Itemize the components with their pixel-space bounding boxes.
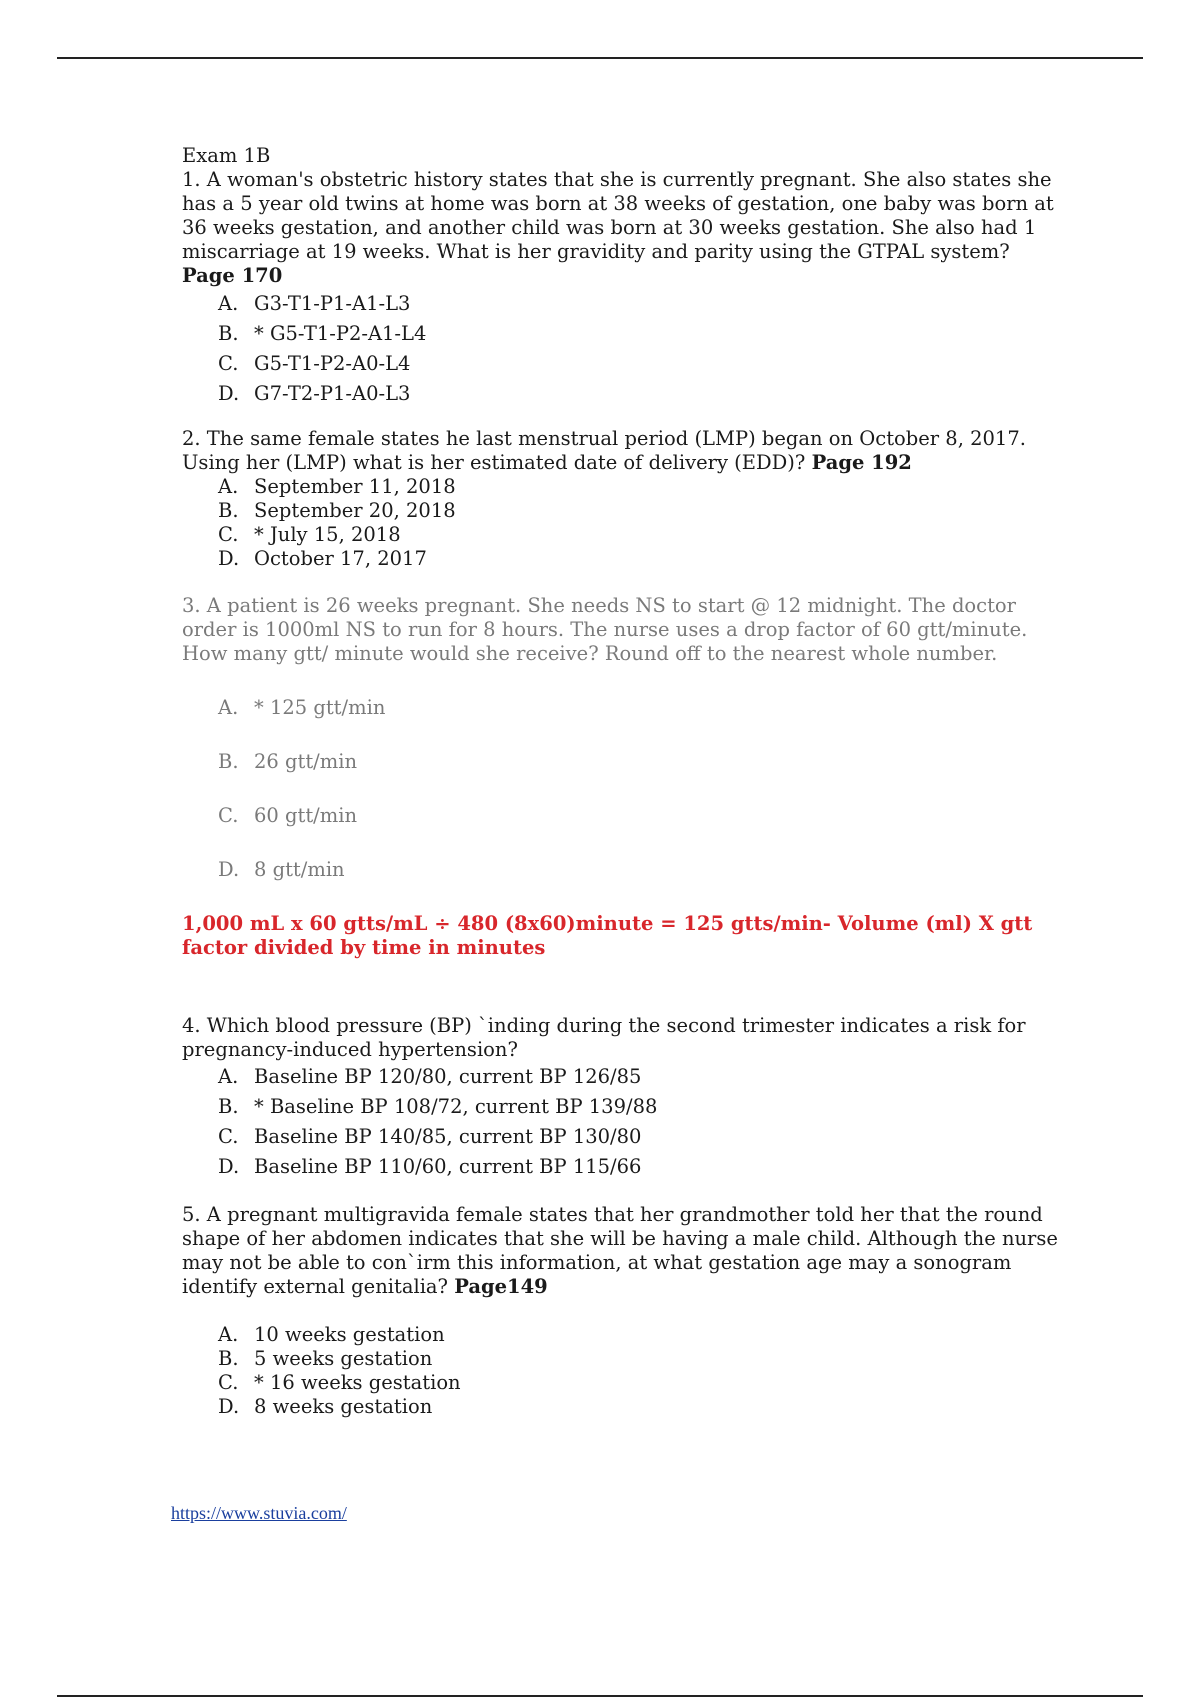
option-c <box>218 804 1062 858</box>
question-prompt: 4. Which blood pressure (BP) `inding during the second trimester indicates a risk for pregnancy-induced hypertension? <box>182 1014 1026 1061</box>
option-letter: D. <box>218 382 240 405</box>
option-text: Baseline BP 110/60, current BP 115/66 <box>254 1155 642 1178</box>
option-a <box>218 1062 1062 1092</box>
option-text: G7-T2-P1-A0-L3 <box>254 382 411 405</box>
question-prompt: 2. The same female states he last menstrual period (LMP) began on October 8, 2017. Using her (LMP) what is her estimated date of delivery (EDD)? <box>182 427 1026 474</box>
question-3 <box>182 594 1062 912</box>
option-letter: B. <box>218 1095 239 1118</box>
option-letter: D. <box>218 1155 240 1178</box>
option-letter: D. <box>218 858 240 881</box>
page-reference: Page 192 <box>811 451 912 474</box>
option-text: * 125 gtt/min <box>254 696 386 719</box>
option-text: * July 15, 2018 <box>254 523 401 546</box>
question-2 <box>182 427 1062 571</box>
option-c <box>218 349 1062 379</box>
option-text: October 17, 2017 <box>254 547 427 570</box>
option-text: 26 gtt/min <box>254 750 358 773</box>
option-text: G3-T1-P1-A1-L3 <box>254 292 411 315</box>
question-text <box>182 594 1062 666</box>
option-b <box>218 1092 1062 1122</box>
option-list <box>182 1062 1062 1182</box>
option-letter: A. <box>218 1065 239 1088</box>
option-b <box>218 499 1062 523</box>
option-list <box>182 696 1062 912</box>
option-letter: D. <box>218 547 240 570</box>
option-letter: B. <box>218 750 239 773</box>
question-prompt: 5. A pregnant multigravida female states that her grandmother told her that the round shape of her abdomen indicates that she will be having a male child. Although the nurse may not be able to con`irm this information, at what gestation age may a sonogram identify external genitalia? <box>182 1203 1058 1298</box>
option-letter: A. <box>218 475 239 498</box>
option-letter: C. <box>218 523 239 546</box>
top-rule <box>57 57 1143 59</box>
option-list <box>182 475 1062 571</box>
question-1 <box>182 168 1062 409</box>
option-text: 5 weeks gestation <box>254 1347 433 1370</box>
option-text: September 20, 2018 <box>254 499 456 522</box>
question-text <box>182 168 1062 288</box>
option-letter: B. <box>218 499 239 522</box>
option-letter: A. <box>218 1323 239 1346</box>
option-b <box>218 1347 1062 1371</box>
option-letter: D. <box>218 1395 240 1418</box>
exam-content <box>182 144 1062 1419</box>
option-letter: C. <box>218 1371 239 1394</box>
option-text: 8 gtt/min <box>254 858 345 881</box>
option-c <box>218 1371 1062 1395</box>
option-a <box>218 475 1062 499</box>
option-c <box>218 523 1062 547</box>
option-d <box>218 1395 1062 1419</box>
option-text: 8 weeks gestation <box>254 1395 433 1418</box>
option-text: 10 weeks gestation <box>254 1323 445 1346</box>
option-c <box>218 1122 1062 1152</box>
answer-explanation: 1,000 mL x 60 gtts/mL ÷ 480 (8x60)minute = 125 gtts/min- Volume (ml) X gtt factor divided by time in minutes <box>182 912 1033 959</box>
option-a <box>218 289 1062 319</box>
question-prompt: 3. A patient is 26 weeks pregnant. She needs NS to start @ 12 midnight. The doctor order is 1000ml NS to run for 8 hours. The nurse uses a drop factor of 60 gtt/minute. How many gtt/ minute would she receive? Round off to the nearest whole number. <box>182 594 1028 665</box>
option-list <box>182 1323 1062 1419</box>
option-text: * Baseline BP 108/72, current BP 139/88 <box>254 1095 658 1118</box>
exam-title: Exam 1B <box>182 144 271 167</box>
option-a <box>218 1323 1062 1347</box>
option-letter: C. <box>218 352 239 375</box>
question-prompt: 1. A woman's obstetric history states that she is currently pregnant. She also states she has a 5 year old twins at home was born at 38 weeks of gestation, one baby was born at 36 weeks gestation, and another child was born at 30 weeks gestation. She also had 1 miscarriage at 19 weeks. What is her gravidity and parity using the GTPAL system? <box>182 168 1054 263</box>
option-text: * G5-T1-P2-A1-L4 <box>254 322 427 345</box>
option-letter: C. <box>218 804 239 827</box>
question-4 <box>182 1014 1062 1182</box>
option-letter: B. <box>218 322 239 345</box>
option-letter: C. <box>218 1125 239 1148</box>
question-text <box>182 1014 1062 1062</box>
option-text: September 11, 2018 <box>254 475 456 498</box>
option-text: Baseline BP 120/80, current BP 126/85 <box>254 1065 642 1088</box>
option-letter: A. <box>218 292 239 315</box>
question-text <box>182 1203 1062 1299</box>
option-text: G5-T1-P2-A0-L4 <box>254 352 411 375</box>
stuvia-link[interactable]: https://www.stuvia.com/ <box>171 1503 347 1523</box>
page-reference: Page 170 <box>182 264 283 287</box>
option-b <box>218 319 1062 349</box>
option-letter: A. <box>218 696 239 719</box>
option-list <box>182 289 1062 409</box>
option-a <box>218 696 1062 750</box>
option-d <box>218 1152 1062 1182</box>
page-reference: Page149 <box>454 1275 548 1298</box>
question-text <box>182 427 1062 475</box>
option-text: * 16 weeks gestation <box>254 1371 461 1394</box>
option-b <box>218 750 1062 804</box>
option-d <box>218 547 1062 571</box>
option-d <box>218 379 1062 409</box>
option-d <box>218 858 1062 912</box>
option-text: Baseline BP 140/85, current BP 130/80 <box>254 1125 642 1148</box>
bottom-rule <box>57 1695 1143 1697</box>
question-5 <box>182 1203 1062 1419</box>
option-letter: B. <box>218 1347 239 1370</box>
option-text: 60 gtt/min <box>254 804 358 827</box>
